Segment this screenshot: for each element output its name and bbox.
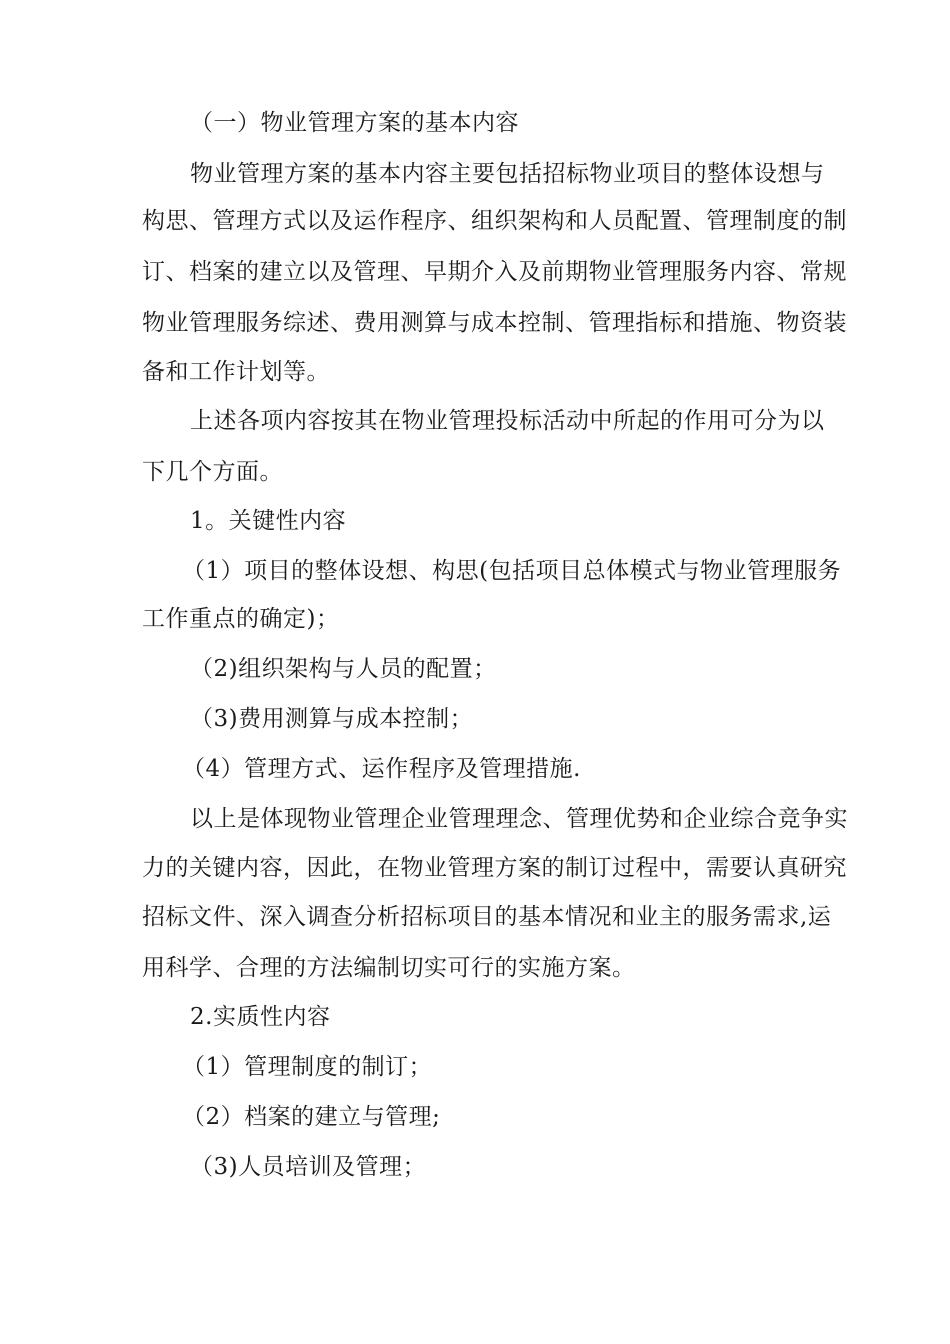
paragraph-line: 上述各项内容按其在物业管理投标活动中所起的作用可分为以 <box>190 408 825 434</box>
paragraph-line: 物业管理服务综述、费用测算与成本控制、管理指标和措施、物资装 <box>142 310 847 336</box>
subsection-title: 1。关键性内容 <box>190 508 347 534</box>
list-item: （3)费用测算与成本控制； <box>190 706 474 732</box>
list-item: （2）档案的建立与管理; <box>182 1104 441 1130</box>
list-item: （1）项目的整体设想、构思(包括项目总体模式与物业管理服务 <box>182 558 842 584</box>
list-item: （3)人员培训及管理； <box>190 1154 427 1180</box>
paragraph-line: 招标文件、深入调查分析招标项目的基本情况和业主的服务需求,运 <box>142 904 832 930</box>
paragraph-line: 物业管理方案的基本内容主要包括招标物业项目的整体设想与 <box>190 161 825 187</box>
paragraph-line: 力的关键内容，因此，在物业管理方案的制订过程中，需要认真研究 <box>142 855 847 881</box>
paragraph-line: 构思、管理方式以及运作程序、组织架构和人员配置、管理制度的制 <box>142 208 847 234</box>
paragraph-line: 订、档案的建立以及管理、早期介入及前期物业管理服务内容、常规 <box>142 259 847 285</box>
paragraph-line: 下几个方面。 <box>142 459 283 485</box>
list-item: （2)组织架构与人员的配置； <box>190 656 497 682</box>
paragraph-line: 以上是体现物业管理企业管理理念、管理优势和企业综合竞争实 <box>190 806 848 832</box>
subsection-title: 2.实质性内容 <box>190 1004 331 1030</box>
list-item: 工作重点的确定)； <box>142 606 340 632</box>
paragraph-line: 备和工作计划等。 <box>142 359 330 385</box>
section-heading: （一）物业管理方案的基本内容 <box>190 110 519 136</box>
list-item: （1）管理制度的制订； <box>182 1054 433 1080</box>
list-item: （4）管理方式、运作程序及管理措施. <box>182 756 581 782</box>
paragraph-line: 用科学、合理的方法编制切实可行的实施方案。 <box>142 955 636 981</box>
